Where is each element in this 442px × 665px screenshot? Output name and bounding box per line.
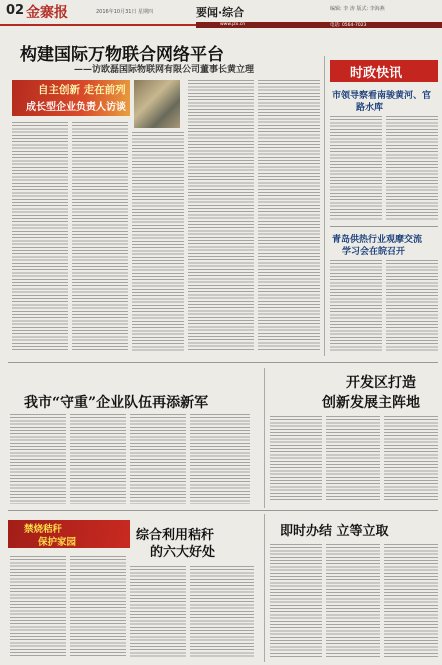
story3-headline: 我市“守重”企业队伍再添新军 bbox=[24, 395, 209, 411]
lead-headline: 构建国际万物联合网络平台 bbox=[20, 45, 224, 65]
lead-body-col2 bbox=[72, 122, 128, 352]
burn-ban-banner bbox=[8, 520, 130, 548]
section-divider-2 bbox=[8, 510, 438, 511]
story5-headline: 即时办结 立等立取 bbox=[280, 524, 389, 539]
story3-body-col4 bbox=[190, 414, 250, 504]
phone: 电话: 0564-7023 bbox=[330, 23, 367, 28]
banner-line-2: 成长型企业负责人访谈 bbox=[26, 102, 126, 113]
story5-body-col1 bbox=[270, 544, 322, 658]
story3-body-col2 bbox=[70, 414, 126, 504]
story3-body-col3 bbox=[130, 414, 186, 504]
portrait-photo bbox=[134, 80, 180, 128]
story2-body-col2 bbox=[326, 416, 380, 502]
sidebar-item1-body-col1 bbox=[330, 116, 382, 220]
lead-body-col5 bbox=[258, 80, 320, 352]
date-line: 2016年10月31日 星期四 bbox=[96, 9, 154, 15]
burn-ban-line-2: 保护家园 bbox=[38, 537, 77, 548]
masthead-strip bbox=[196, 22, 442, 28]
sidebar-item2-body-col1 bbox=[330, 260, 382, 352]
story5-body-col3 bbox=[384, 544, 438, 658]
story5-body-col2 bbox=[326, 544, 380, 658]
lead-body-col1 bbox=[12, 122, 68, 352]
story4-body-col1 bbox=[10, 556, 66, 658]
story2-headline-b: 创新发展主阵地 bbox=[322, 395, 420, 411]
banner-line-1: 自主创新 走在前列 bbox=[38, 84, 126, 96]
story4-headline-a: 综合利用秸秆 bbox=[136, 528, 215, 543]
news-flash-header bbox=[330, 60, 438, 82]
news-flash-title: 时政快讯 bbox=[350, 66, 403, 81]
sidebar-divider bbox=[330, 226, 438, 227]
paper-name: 金寨报 bbox=[26, 5, 68, 21]
sidebar-item2-title-b: 学习会在皖召开 bbox=[342, 247, 406, 257]
story4-headline-b: 的六大好处 bbox=[150, 545, 216, 560]
sidebar-item1-title-a: 市领导察看南骏黄河、官 bbox=[332, 91, 432, 101]
story2-headline-a: 开发区打造 bbox=[346, 375, 416, 391]
column-divider-3 bbox=[264, 514, 265, 662]
story3-body-col1 bbox=[10, 414, 66, 504]
story2-body-col3 bbox=[384, 416, 438, 502]
story4-body-col2 bbox=[70, 556, 126, 658]
interview-banner bbox=[12, 80, 130, 116]
sidebar-item1-title-b: 路水库 bbox=[356, 103, 384, 113]
section-divider-1 bbox=[8, 362, 438, 363]
sidebar-item2-body-col2 bbox=[386, 260, 438, 352]
lead-body-col4 bbox=[188, 80, 254, 352]
lead-body-col3 bbox=[132, 132, 184, 352]
site-url: www.jzx.cn bbox=[220, 22, 246, 27]
sidebar-item2-title-a: 青岛供热行业观摩交流 bbox=[332, 235, 423, 245]
story4-body-col3 bbox=[130, 566, 186, 658]
column-divider-2 bbox=[264, 368, 265, 508]
story4-body-col4 bbox=[190, 566, 254, 658]
lead-subtitle: ——访欧磊国际物联网有限公司董事长黄立理 bbox=[74, 65, 255, 75]
sidebar-item1-body-col2 bbox=[386, 116, 438, 220]
story2-body-col1 bbox=[270, 416, 322, 502]
column-divider bbox=[324, 56, 325, 356]
page-number: 02 bbox=[6, 3, 25, 18]
burn-ban-line-1: 禁烧秸秆 bbox=[24, 524, 63, 535]
editors-line: 编辑: 李 涛 版式: 李海燕 bbox=[330, 6, 385, 12]
section-title: 要闻·综合 bbox=[196, 6, 245, 19]
